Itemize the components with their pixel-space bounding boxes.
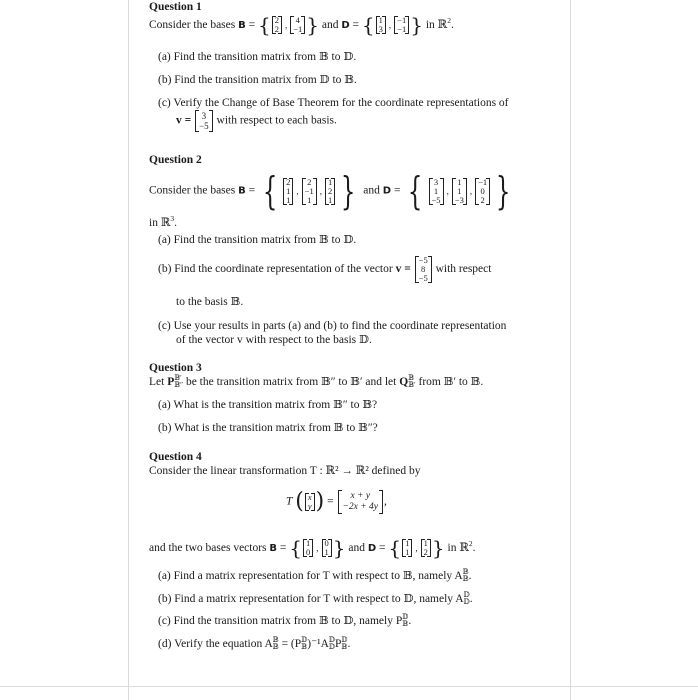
q4-and: and [348,541,365,554]
q4-part-c: (c) Find the transition matrix from 𝔹 to 𝔻, namely P 𝔻 𝔹 . [158,613,412,629]
q2-B-vec3: 1 2 1 [325,178,335,205]
q1-basis-D: D [341,19,350,31]
q1-heading: Question 1 [149,1,202,13]
q4-D-set: { 1 1 , 1 2 } [388,536,445,561]
q1-and: and [321,18,339,31]
q4-heading: Question 4 [149,451,202,463]
q2-space: in ℝ [149,216,171,229]
q1-D-vec2: −1 −1 [394,16,409,34]
q4-D-vec2: 1 2 [421,539,431,557]
q1-part-a: (a) Find the transition matrix from 𝔹 to 𝔻. [158,51,357,63]
q3-P-symbol: P [167,376,175,388]
q2-v-label: v = [395,263,411,276]
q2-B-set: { 2 1 1 , 2 −1 1 , 1 2 1 } [262,169,356,213]
q4-line1: Consider the linear transformation T : ℝ² → ℝ² defined by [149,465,421,477]
q1-D-set: { 1 3 , −1 −1 } [361,13,423,38]
q2-part-b-line2: to the basis 𝔹. [176,296,244,308]
q1-v-vector: 3 −5 [195,110,213,132]
q3-Q-symbol: Q [399,376,409,388]
q1-intro-line: Consider the bases B = { 2 2 , 4 −1 } and D = { 1 3 , −1 −1 } in ℝ$^2$. [149,13,454,38]
q2-part-a: (a) Find the transition matrix from 𝔹 to 𝔻. [158,234,357,246]
q1-space: in ℝ [425,18,448,31]
q2-intro-line: Consider the bases B = { 2 1 1 , 2 −1 1 , 1 2 1 } and D = { 3 1 −5 , 1 1 −3 , −1 0 2 } [149,172,515,210]
q2-v-vector: −5 8 −5 [415,256,432,283]
q4-basis-D: D [367,542,377,554]
q2-intro-text: Consider the bases [149,184,236,197]
q4-part-d: (d) Verify the equation A 𝔹 𝔹 = (P 𝔻 𝔹 )⁻¹A 𝔻 𝔻 P 𝔻 𝔹 . [158,636,351,652]
q2-D-set: { 3 1 −5 , 1 1 −3 , −1 0 2 } [408,169,511,213]
q2-D-vec2: 1 1 −3 [452,178,467,205]
q4-B-vec2: 0 1 [322,539,332,557]
q1-part-c-vector [176,110,337,132]
q4-space: in ℝ [447,541,469,554]
q3-line1: Let P 𝔹′ 𝔹″ be the transition matrix from 𝔹″ to 𝔹′ and let Q 𝔹 𝔹′ from 𝔹′ to 𝔹. [149,374,484,390]
bottom-divider [0,686,698,687]
q4-bases-line: and the two bases vectors B = { 1 0 , 0 1 } and D = { 1 1 , 1 2 } in ℝ$^2$. [149,536,476,561]
q4-part-a: (a) Find a matrix representation for T with respect to 𝔹, namely A 𝔹 𝔹 . [158,568,472,584]
q1-B-vec2: 4 −1 [290,16,305,34]
q2-B-vec1: 2 1 1 [283,178,293,205]
q2-B-vec2: 2 −1 1 [302,178,317,205]
q4-B-set: { 1 0 , 0 1 } [289,536,346,561]
q4-basis-B: B [269,542,278,554]
q2-part-c: (c) Use your results in parts (a) and (b) to find the coordinate representation [158,320,507,332]
q1-B-vec1: 2 2 [272,16,282,34]
q4-bases-text: and the two bases vectors [149,541,267,554]
page-edge-left [128,0,129,700]
q1-part-c: (c) Verify the Change of Base Theorem for the coordinate representations of [158,97,509,109]
q2-part-b-text: (b) Find the coordinate representation of the vector [158,263,393,276]
q3-heading: Question 3 [149,362,202,374]
q2-heading: Question 2 [149,154,202,166]
q2-part-b-tail: with respect [435,263,492,276]
q3-part-b: (b) What is the transition matrix from 𝔹 to 𝔹″? [158,422,378,434]
q4-B-vec1: 1 0 [303,539,313,557]
q2-D-vec3: −1 0 2 [475,178,490,205]
q2-space-line: in ℝ$^3$. [149,214,178,229]
q4-T-symbol: T [286,495,293,508]
q1-basis-B: B [238,19,246,31]
q1-B-set: { 2 2 , 4 −1 } [257,13,319,38]
q4-part-b: (b) Find a matrix representation for T with respect to 𝔻, namely A 𝔻 𝔻 . [158,591,473,607]
q2-part-b [158,256,491,283]
page-edge-right [570,0,571,700]
q1-D-vec1: 1 3 [376,16,386,34]
q4-D-vec1: 1 1 [402,539,412,557]
q1-intro-text: Consider the bases [149,18,236,31]
q1-part-b: (b) Find the transition matrix from 𝔻 to 𝔹. [158,74,357,86]
q2-D-vec1: 3 1 −5 [429,178,444,205]
q2-basis-B: B [238,185,246,197]
q1-part-c-tail: with respect to each basis. [216,114,337,127]
q4-transformation: T ( x y ) = x + y −2x + 4y , [286,489,387,514]
q1-v-label: v = [176,114,192,127]
q2-basis-D: D [382,185,392,197]
q4-output-vector: x + y −2x + 4y [338,490,384,514]
q2-part-c-line2: of the vector v with respect to the basis 𝔻. [176,334,372,346]
q3-part-a: (a) What is the transition matrix from 𝔹″ to 𝔹? [158,399,378,411]
q4-input-vector: x y [305,493,315,511]
q2-and: and [363,184,380,197]
